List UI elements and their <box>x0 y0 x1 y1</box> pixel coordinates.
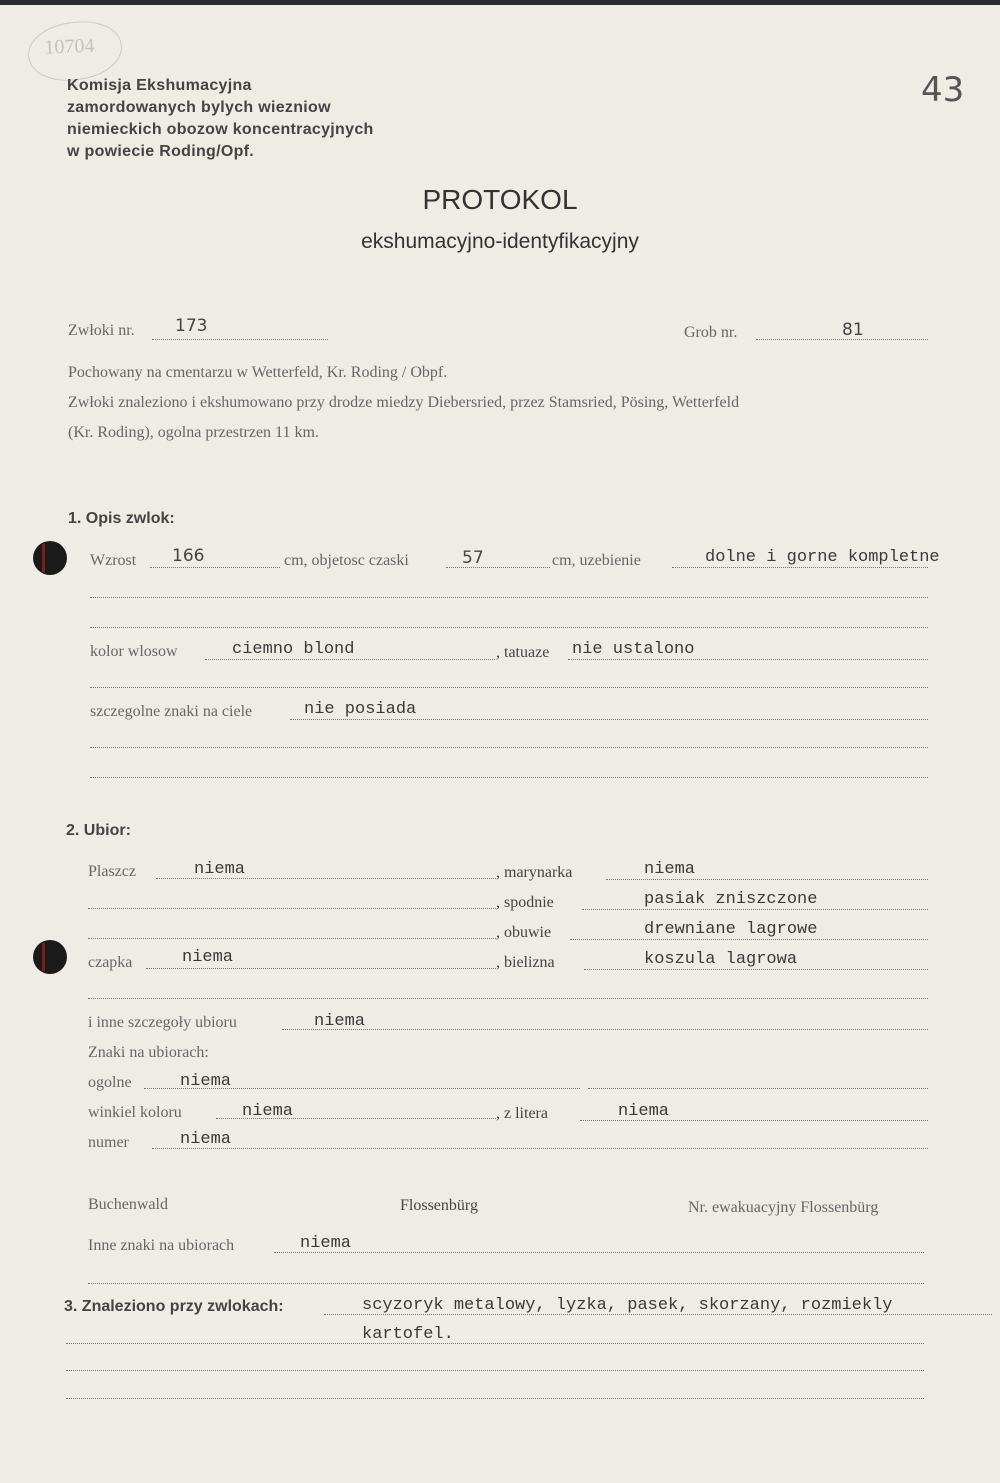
zwloki-value: 173 <box>175 316 208 336</box>
plaszcz-label: Plaszcz <box>88 863 136 880</box>
dotted-line <box>582 909 928 910</box>
intro-line: (Kr. Roding), ogolna przestrzen 11 km. <box>68 424 319 441</box>
dotted-line <box>146 968 496 969</box>
dotted-line <box>88 908 496 909</box>
dotted-line <box>672 567 928 568</box>
buchenwald-label: Buchenwald <box>88 1196 168 1213</box>
header-line: w powiecie Roding/Opf. <box>67 143 255 160</box>
tatuaze-label: , tatuaze <box>496 644 550 661</box>
commission-header <box>67 75 374 163</box>
kolor-label: kolor wlosow <box>90 643 178 660</box>
numer-label: numer <box>88 1134 129 1151</box>
grob-label: Grob nr. <box>684 324 738 341</box>
inne-ubioru-label: i inne szczegoły ubioru <box>88 1014 237 1031</box>
dotted-line <box>152 1148 928 1149</box>
ewakuacyjny-label: Nr. ewakuacyjny Flossenbürg <box>688 1199 879 1216</box>
tatuaze-value: nie ustalono <box>572 640 695 659</box>
znaki-ciele-value: nie posiada <box>304 700 417 719</box>
dotted-line <box>90 597 928 598</box>
document-title: PROTOKOL <box>422 184 578 215</box>
punch-hole <box>33 940 67 974</box>
znaki-ciele-label: szczegolne znaki na ciele <box>90 703 253 720</box>
dotted-line <box>584 969 928 970</box>
section-3-heading: 3. Znaleziono przy zwlokach: <box>64 1298 284 1315</box>
marynarka-value: niema <box>644 860 696 879</box>
dotted-line <box>88 938 496 939</box>
zwloki-label: Zwłoki nr. <box>68 322 135 339</box>
winkiel-label: winkiel koloru <box>88 1104 182 1121</box>
dotted-line <box>90 747 928 748</box>
numer-value: niema <box>180 1130 232 1149</box>
dotted-line <box>152 339 328 340</box>
grob-value: 81 <box>842 320 864 340</box>
bielizna-value: koszula lagrowa <box>644 950 798 969</box>
wzrost-label: Wzrost <box>90 552 137 569</box>
section-1-heading: 1. Opis zwlok: <box>68 510 175 527</box>
dotted-line <box>66 1343 924 1344</box>
cm-objetosc-label: cm, objetosc czaski <box>284 552 409 569</box>
spodnie-label: , spodnie <box>496 894 554 911</box>
litera-value: niema <box>618 1102 670 1121</box>
czaska-value: 57 <box>462 548 484 568</box>
intro-line: Pochowany na cmentarzu w Wetterfeld, Kr. Roding / Obpf. <box>68 364 448 381</box>
dotted-line <box>150 567 280 568</box>
archive-stamp-number: 10704 <box>44 34 95 59</box>
inne-ubioru-value: niema <box>314 1012 366 1031</box>
dotted-line <box>606 879 928 880</box>
header-line: zamordowanych bylych wiezniow <box>67 99 331 116</box>
header-line: Komisja Ekshumacyjna <box>67 77 252 94</box>
found-items-line-2: kartofel. <box>362 1325 454 1344</box>
section-2-heading: 2. Ubior: <box>66 822 131 839</box>
dotted-line <box>90 777 928 778</box>
uzebienie-value: dolne i gorne kompletne <box>705 548 940 567</box>
inne-znaki-value: niema <box>300 1234 352 1253</box>
bielizna-label: , bielizna <box>496 954 555 971</box>
plaszcz-value: niema <box>194 860 246 879</box>
ogolne-label: ogolne <box>88 1074 132 1091</box>
dotted-line <box>88 998 928 999</box>
dotted-line <box>282 1029 928 1030</box>
document-subtitle: ekshumacyjno-identyfikacyjny <box>361 230 639 253</box>
dotted-line <box>290 719 928 720</box>
czapka-label: czapka <box>88 954 133 971</box>
obuwie-label: , obuwie <box>496 924 552 941</box>
inne-znaki-label: Inne znaki na ubiorach <box>88 1237 235 1254</box>
header-line: niemieckich obozow koncentracyjnych <box>67 121 374 138</box>
kolor-value: ciemno blond <box>232 640 355 659</box>
znaki-ubiorach-label: Znaki na ubiorach: <box>88 1044 209 1061</box>
marynarka-label: , marynarka <box>496 864 573 881</box>
obuwie-value: drewniane lagrowe <box>644 920 818 939</box>
dotted-line <box>90 687 928 688</box>
dotted-line <box>66 1398 924 1399</box>
found-items-line-1: scyzoryk metalowy, lyzka, pasek, skorzany, rozmiekly <box>362 1296 893 1315</box>
dotted-line <box>66 1370 924 1371</box>
winkiel-value: niema <box>242 1102 294 1121</box>
czapka-value: niema <box>182 948 234 967</box>
dotted-line <box>588 1088 928 1089</box>
spodnie-value: pasiak zniszczone <box>644 890 818 909</box>
page-number: 43 <box>921 70 965 110</box>
dotted-line <box>568 659 928 660</box>
flossenburg-label: Flossenbürg <box>400 1197 478 1214</box>
ogolne-value: niema <box>180 1072 232 1091</box>
punch-hole <box>33 541 67 575</box>
wzrost-value: 166 <box>172 546 205 566</box>
dotted-line <box>205 659 495 660</box>
dotted-line <box>570 939 928 940</box>
dotted-line <box>90 627 928 628</box>
litera-label: , z litera <box>496 1105 548 1122</box>
intro-line: Zwłoki znaleziono i ekshumowano przy drodze miedzy Diebersried, przez Stamsried, Pösing, Wetterfeld <box>68 394 740 411</box>
dotted-line <box>274 1252 924 1253</box>
scan-top-border <box>0 0 1000 5</box>
cm-uzebienie-label: cm, uzebienie <box>552 552 641 569</box>
dotted-line <box>88 1283 924 1284</box>
